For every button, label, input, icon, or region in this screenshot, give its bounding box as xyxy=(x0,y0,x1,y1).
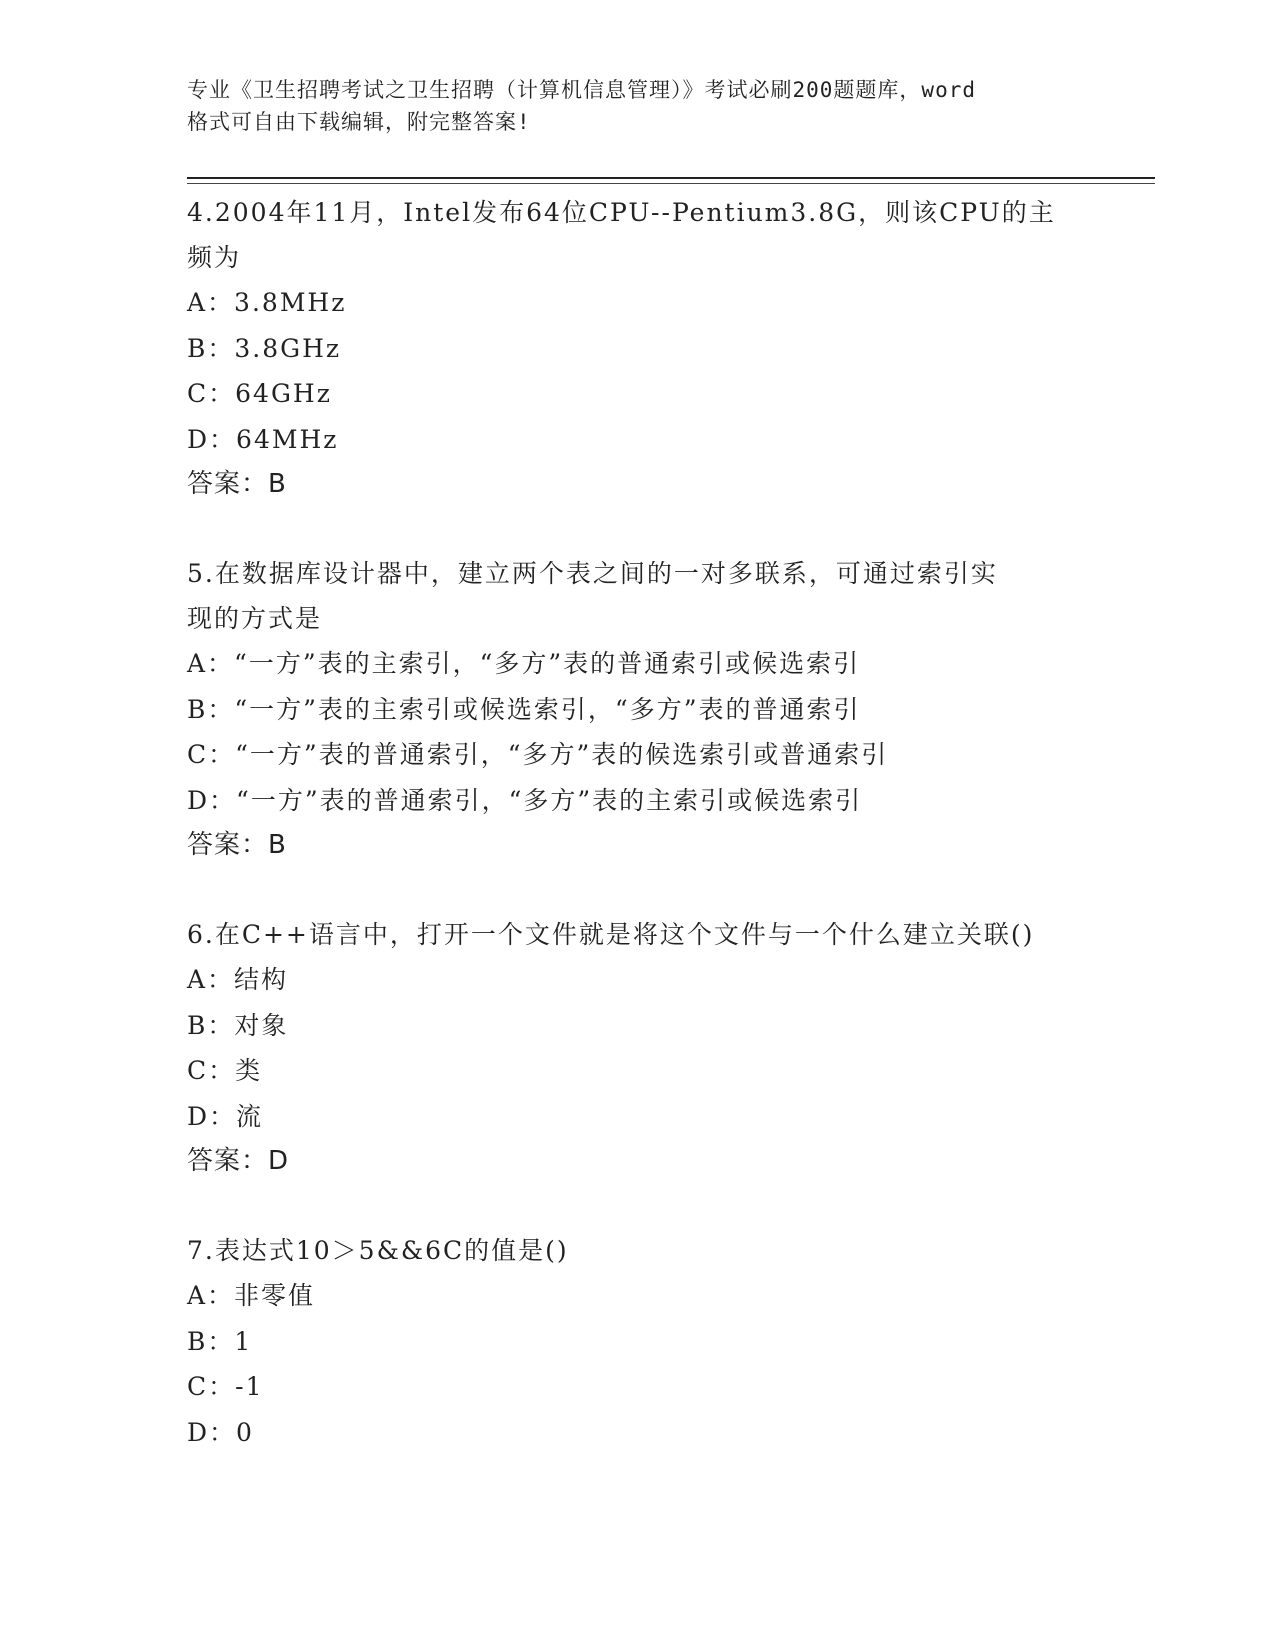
question-stem-line: 现的方式是 xyxy=(187,604,323,633)
option-a: A：结构 xyxy=(187,965,289,994)
option-b: B：3.8GHz xyxy=(187,333,342,363)
header-line-2: 格式可自由下载编辑，附完整答案! xyxy=(187,110,531,134)
answer-label: 答案：B xyxy=(187,830,287,860)
question-list xyxy=(187,190,1087,1455)
option-d: D：流 xyxy=(187,1101,264,1131)
question-stem-line: 6.在C++语言中，打开一个文件就是将这个文件与一个什么建立关联() xyxy=(187,920,1035,949)
answer-label: 答案：B xyxy=(187,469,287,499)
option-b: B：“一方”表的主索引或候选索引，“多方”表的普通索引 xyxy=(187,694,861,724)
option-d: D：“一方”表的普通索引，“多方”表的主索引或候选索引 xyxy=(187,785,863,815)
question-7 xyxy=(187,1228,1087,1455)
header-divider-thin xyxy=(187,183,1155,184)
answer-label: 答案：D xyxy=(187,1146,290,1176)
document-header xyxy=(187,74,1087,138)
question-stem-line: 频为 xyxy=(187,243,242,272)
question-stem-line: 4.2004年11月，Intel发布64位CPU--Pentium3.8G，则该CPU的主 xyxy=(187,198,1056,227)
option-b: B：对象 xyxy=(187,1010,289,1040)
question-stem-line: 7.表达式10＞5&&6C的值是() xyxy=(187,1236,569,1265)
option-d: D：0 xyxy=(187,1417,254,1447)
option-c: C：“一方”表的普通索引，“多方”表的候选索引或普通索引 xyxy=(187,740,889,769)
option-a: A：3.8MHz xyxy=(187,288,347,317)
question-5 xyxy=(187,551,1087,865)
option-c: C：64GHz xyxy=(187,379,332,408)
question-6 xyxy=(187,912,1087,1181)
option-c: C：-1 xyxy=(187,1372,264,1401)
option-a: A：非零值 xyxy=(187,1281,316,1310)
header-divider-thick xyxy=(187,177,1155,179)
question-4 xyxy=(187,190,1087,504)
option-b: B：1 xyxy=(187,1326,253,1356)
option-d: D：64MHz xyxy=(187,424,339,454)
option-c: C：类 xyxy=(187,1056,263,1085)
header-line-1: 专业《卫生招聘考试之卫生招聘（计算机信息管理）》考试必刷200题题库，word xyxy=(187,78,976,102)
question-stem-line: 5.在数据库设计器中，建立两个表之间的一对多联系，可通过索引实 xyxy=(187,559,998,588)
option-a: A：“一方”表的主索引，“多方”表的普通索引或候选索引 xyxy=(187,649,861,678)
